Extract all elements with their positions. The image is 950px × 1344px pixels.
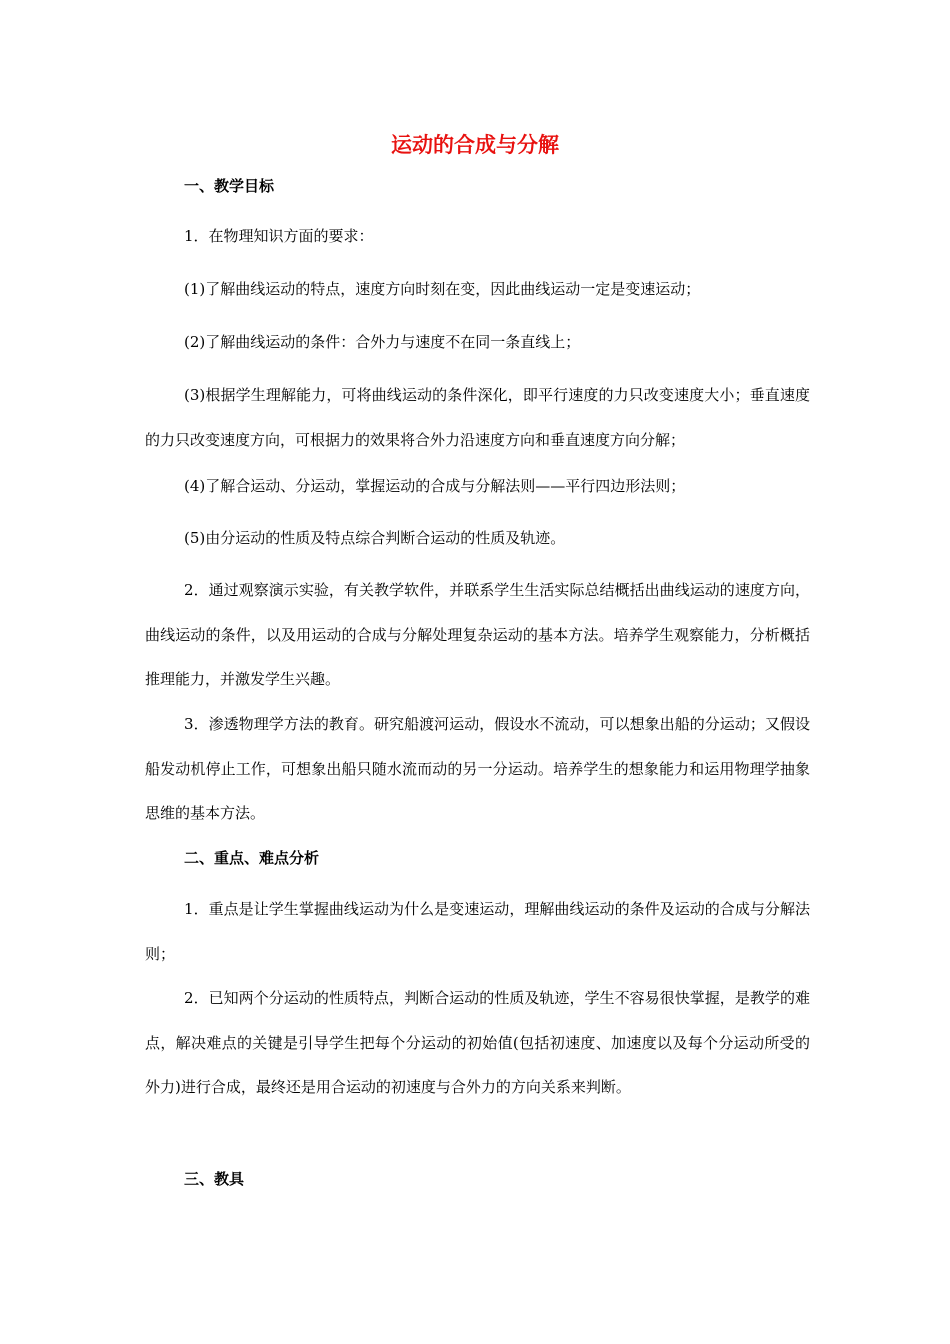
key-point-item-2: 2．已知两个分运动的性质特点，判断合运动的性质及轨迹，学生不容易很快掌握，是教学的难点，解决难点的关键是引导学生把每个分运动的初始值(包括初速度、加速度以及每个分运动所受的外力)进行合成，最终还是用合运动的初速度与合外力的方向关系来判断。 <box>145 989 810 1096</box>
objective-item-3: 3．渗透物理学方法的教育。研究船渡河运动，假设水不流动，可以想象出船的分运动；又假设船发动机停止工作，可想象出船只随水流而动的另一分运动。培养学生的想象能力和运用物理学抽象思维的基本方法。 <box>145 715 810 822</box>
section-heading-objectives: 一、教学目标 <box>184 177 275 195</box>
section-heading-key-points: 二、重点、难点分析 <box>184 849 320 867</box>
objective-sub-3: (3)根据学生理解能力，可将曲线运动的条件深化，即平行速度的力只改变速度大小；垂直速度的力只改变速度方向，可根据力的效果将合外力沿速度方向和垂直速度方向分解； <box>145 386 810 449</box>
objective-sub-2: (2)了解曲线运动的条件：合外力与速度不在同一条直线上； <box>184 333 581 351</box>
document-title: 运动的合成与分解 <box>391 133 559 157</box>
objective-sub-1: (1)了解曲线运动的特点，速度方向时刻在变，因此曲线运动一定是变速运动； <box>184 280 701 298</box>
section-heading-teaching-aids: 三、教具 <box>184 1170 245 1188</box>
key-point-item-1: 1．重点是让学生掌握曲线运动为什么是变速运动，理解曲线运动的条件及运动的合成与分解法则； <box>145 900 810 963</box>
objective-item-1: 1．在物理知识方面的要求： <box>184 227 374 245</box>
objective-item-2: 2．通过观察演示实验，有关教学软件，并联系学生生活实际总结概括出曲线运动的速度方向，曲线运动的条件，以及用运动的合成与分解处理复杂运动的基本方法。培养学生观察能力，分析概括推理能力，并激发学生兴趣。 <box>145 581 810 688</box>
objective-sub-5: (5)由分运动的性质及特点综合判断合运动的性质及轨迹。 <box>184 529 566 547</box>
objective-sub-4: (4)了解合运动、分运动，掌握运动的合成与分解法则——平行四边形法则； <box>184 477 686 495</box>
